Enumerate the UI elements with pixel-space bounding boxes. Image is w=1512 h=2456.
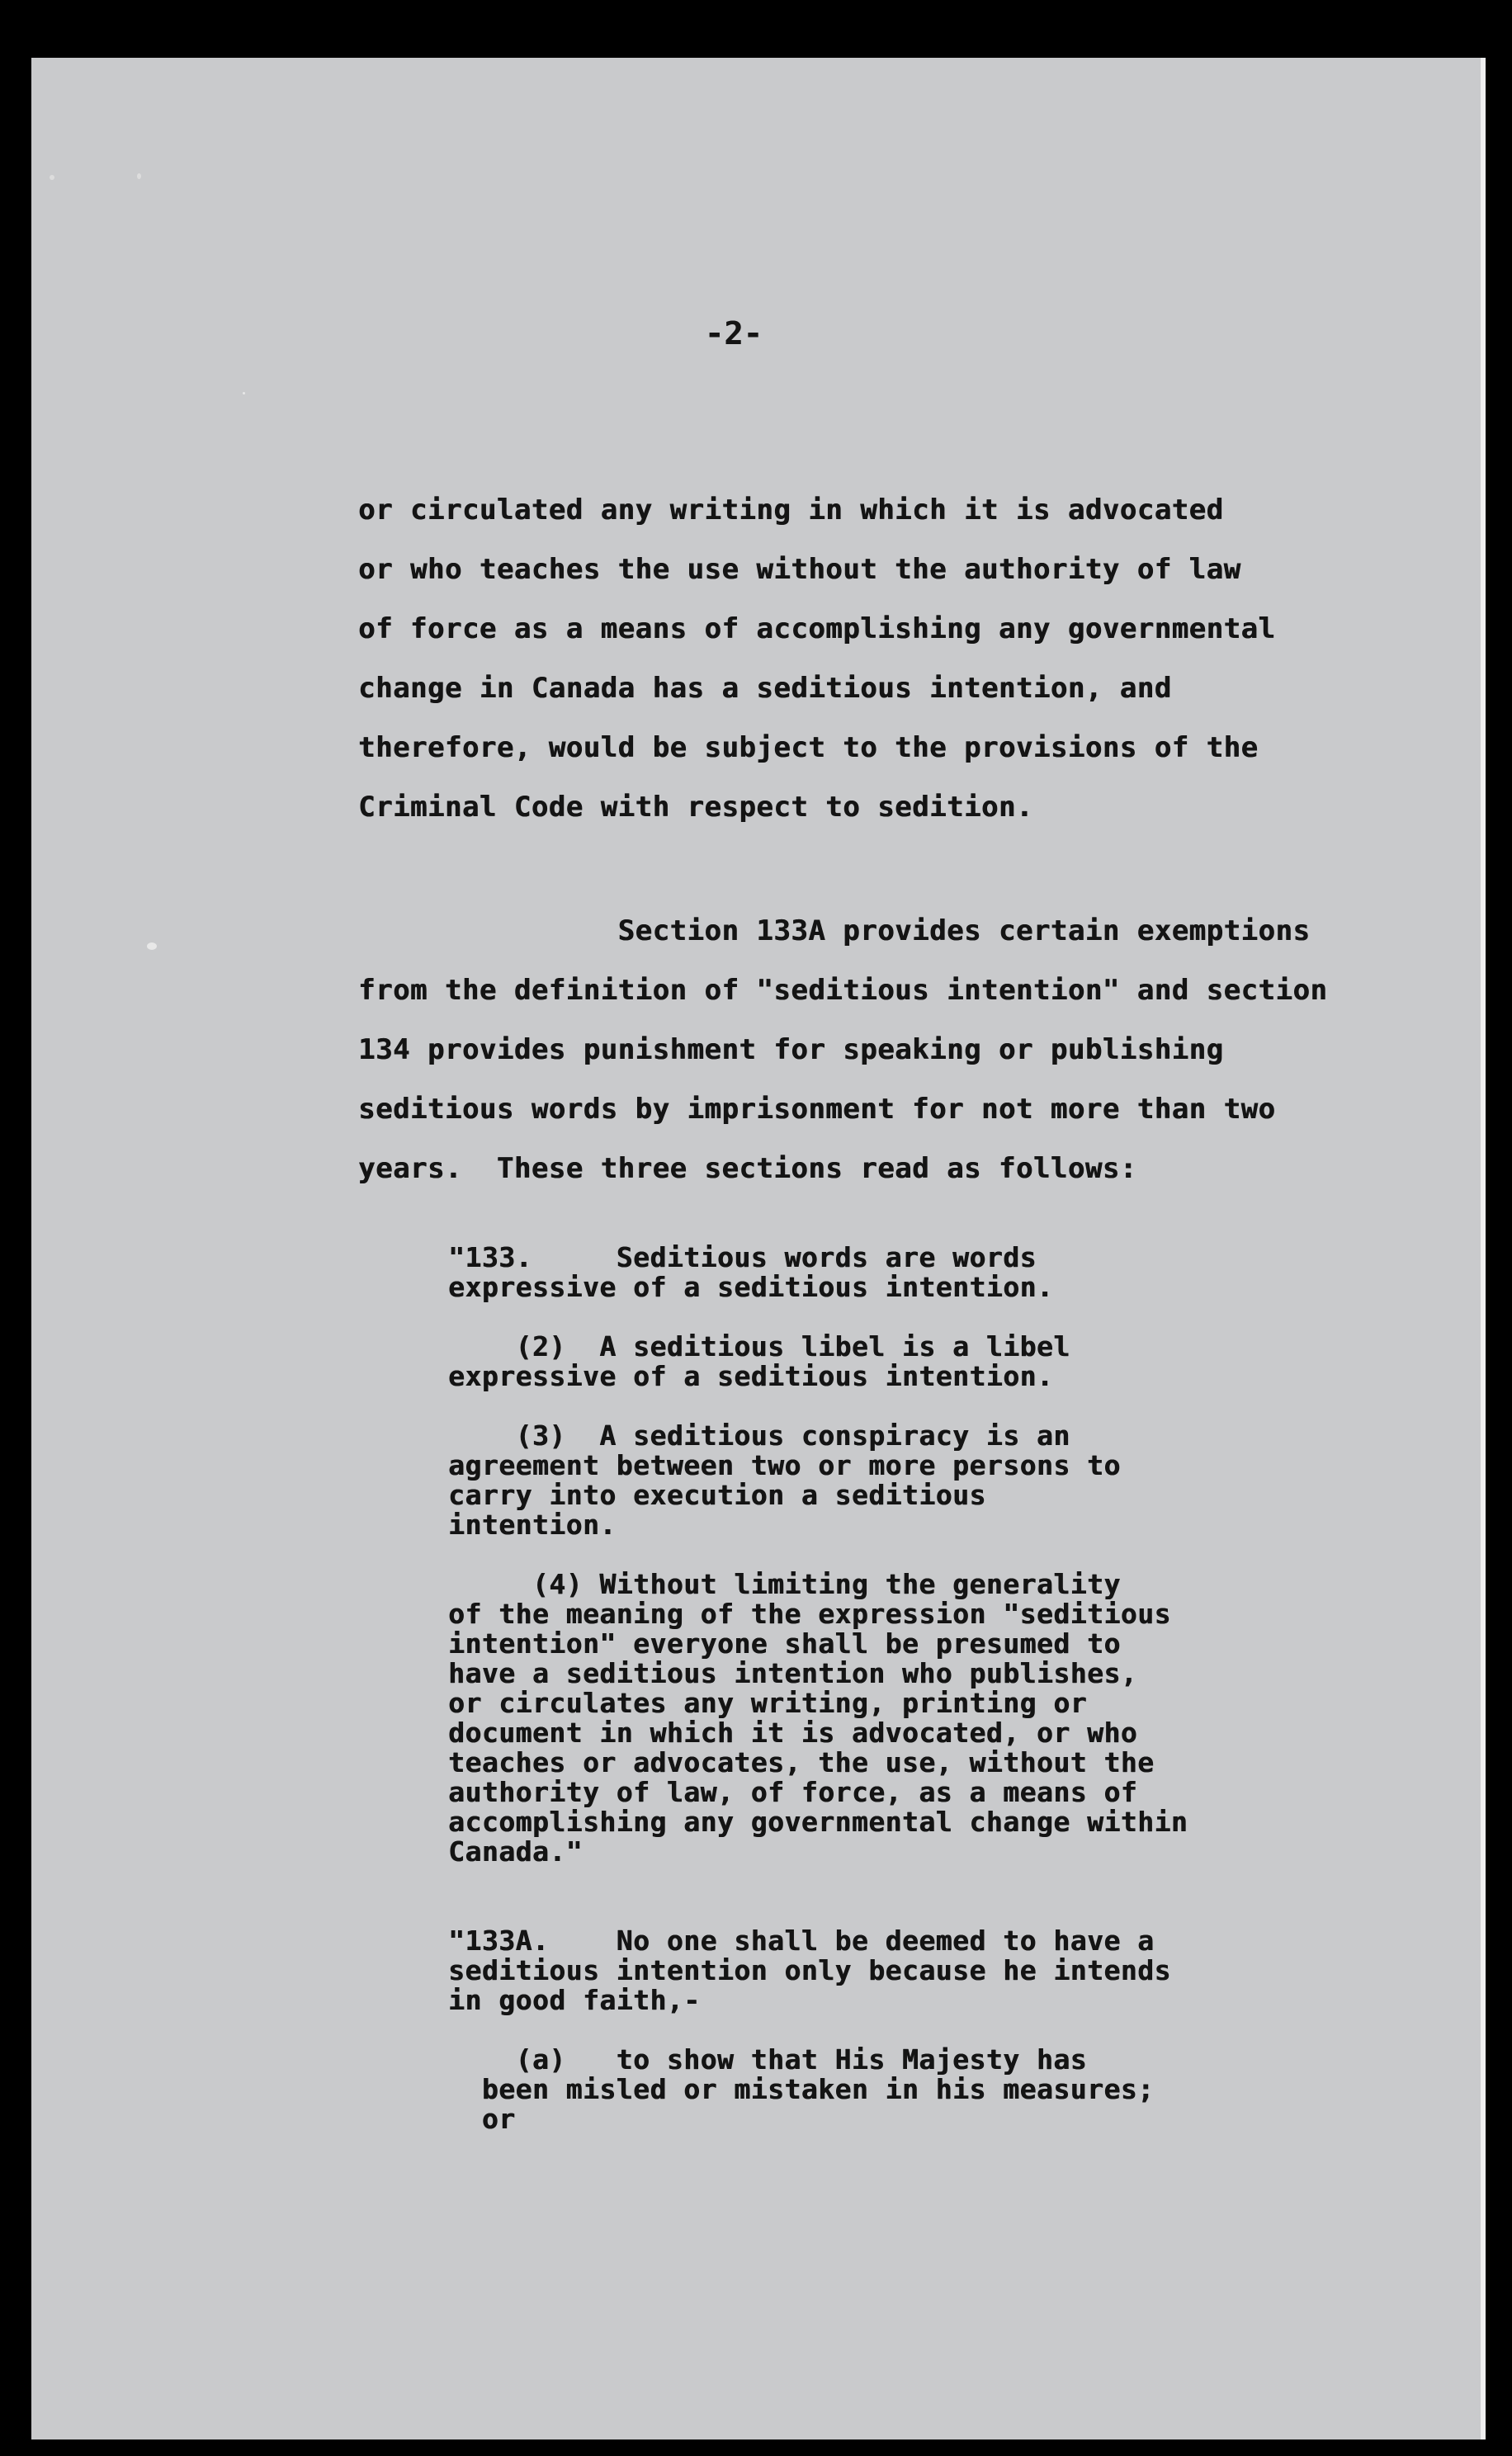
quoted-section-133: "133. Seditious words are words expressive of a seditious intention. xyxy=(448,1241,1054,1303)
body-paragraph: or circulated any writing in which it is advocated or who teaches the use without the authority of law of force as a means of accomplishing any governmental change in Canada has a seditious intention, and therefore, would be subject to the provisions of the Criminal Code with respect to sedition. xyxy=(358,494,1276,824)
quoted-subsection-4: (4) Without limiting the generality of the meaning of the expression "seditious intention" everyone shall be presumed to have a seditious intention who publishes, or circulates any writing, printing or document in which it is advocated, or who teaches or advocates, the use, without the authority of law, of force, as a means of accomplishing any governmental change within Canada." xyxy=(448,1568,1188,1868)
scan-speck xyxy=(50,175,54,180)
body-paragraph: Section 133A provides certain exemptions from the definition of "seditious intention" and section 134 provides punishment for speaking or publishing seditious words by imprisonment for not more than two years. These three sections read as follows: xyxy=(358,914,1328,1185)
quoted-clause-a: (a) to show that His Majesty has been misled or mistaken in his measures; or xyxy=(481,2043,1155,2135)
document-page xyxy=(31,58,1486,2439)
paper-speck xyxy=(147,942,157,950)
quoted-subsection-3: (3) A seditious conspiracy is an agreement between two or more persons to carry into execution a seditious intention. xyxy=(448,1419,1121,1541)
page-edge xyxy=(1481,58,1486,2439)
page-number: -2- xyxy=(705,315,763,352)
quoted-section-133a: "133A. No one shall be deemed to have a seditious intention only because he intends in good faith,- xyxy=(448,1925,1171,2016)
scan-speck xyxy=(137,173,141,179)
paper-speck xyxy=(243,392,245,394)
quoted-subsection-2: (2) A seditious libel is a libel expressive of a seditious intention. xyxy=(448,1330,1070,1392)
